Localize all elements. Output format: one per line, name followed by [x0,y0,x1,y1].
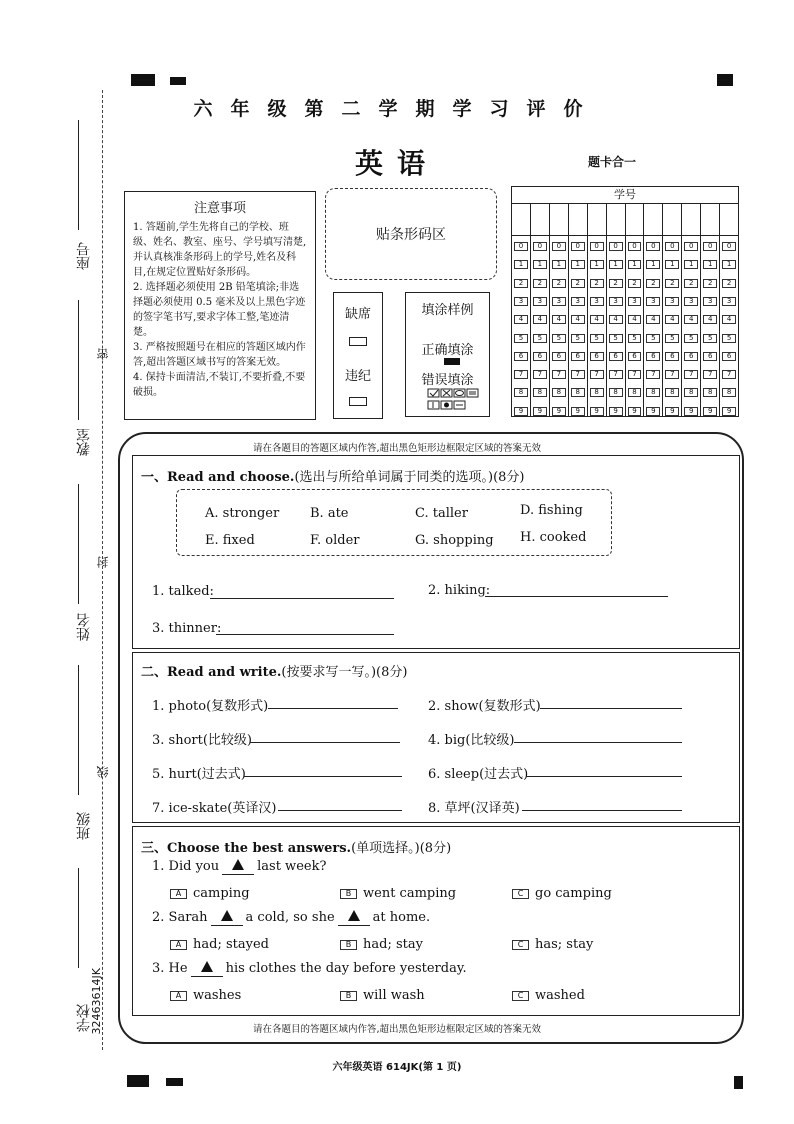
student-id-column [550,204,569,416]
digit-bubble[interactable]: 7 [703,370,717,379]
digit-bubble[interactable]: 5 [722,334,736,343]
notice-item: 1. 答题前,学生先将自己的学校、班级、姓名、教室、座号、学号填写清楚,并认真核准条形码上的学号,姓名及科目,在规定位置贴好条形码。 [133,222,307,278]
student-id-write-cell[interactable] [588,204,606,236]
side-label-seal: 密 [96,348,110,360]
absent-label: 缺席 [344,307,371,322]
digit-bubble[interactable]: 5 [533,334,547,343]
option-c[interactable] [512,886,612,901]
word-options-box [176,489,612,556]
answer-line[interactable] [526,776,682,777]
digit-bubble[interactable]: 3 [552,297,566,306]
student-id-column [720,204,738,416]
student-id-column [701,204,720,416]
option-letter-box: A [170,991,187,1001]
digit-bubble[interactable]: 2 [533,279,547,288]
question-label: 3. short(比较级) [152,733,252,748]
triangle-icon [348,910,360,921]
digit-bubble[interactable]: 4 [552,315,566,324]
question-text-part: 1. Did you [152,859,220,874]
digit-bubble[interactable]: 8 [684,388,698,397]
digit-bubble[interactable]: 4 [646,315,660,324]
digit-bubble[interactable]: 2 [665,279,679,288]
digit-bubble[interactable]: 9 [609,407,623,416]
student-id-write-cell[interactable] [512,204,530,236]
digit-bubble[interactable]: 3 [571,297,585,306]
digit-bubble[interactable]: 1 [665,260,679,269]
digit-bubble[interactable]: 0 [609,242,623,251]
question-label: 7. ice-skate(英译汉) [152,801,277,816]
digit-bubble[interactable]: 9 [646,407,660,416]
digit-bubble[interactable]: 0 [722,242,736,251]
section2-title-cn: (按要求写一写。)(8分) [281,665,408,680]
digit-bubble[interactable]: 9 [722,407,736,416]
student-id-label: 学号 [512,187,738,204]
option-a[interactable] [170,937,269,952]
student-id-column [531,204,550,416]
triangle-icon [232,859,244,870]
side-code: 32463614JK [90,968,103,1035]
digit-bubble[interactable]: 9 [665,407,679,416]
digit-bubble[interactable]: 5 [552,334,566,343]
binding-dashed-line [102,90,103,1050]
sample-title: 填涂样例 [421,303,474,318]
digit-bubble[interactable]: 8 [628,388,642,397]
option-letter-box: B [340,889,357,899]
question-text-part: 2. Sarah [152,910,208,925]
digit-bubble[interactable]: 5 [703,334,717,343]
answer-line[interactable] [210,598,394,599]
word-option: H. cooked [520,530,587,545]
digit-bubble[interactable]: 5 [646,334,660,343]
question-label: 1. photo(复数形式) [152,699,269,714]
digit-bubble[interactable]: 5 [514,334,528,343]
digit-bubble[interactable]: 8 [722,388,736,397]
option-letter-box: B [340,991,357,1001]
digit-bubble[interactable]: 9 [533,407,547,416]
option-a[interactable] [170,886,250,901]
side-field-line[interactable] [78,120,79,230]
answer-warning-bottom: 请在各题目的答题区域内作答,超出黑色矩形边框限定区域的答案无效 [252,1024,542,1035]
digit-bubble[interactable]: 1 [684,260,698,269]
blank [191,961,223,977]
option-text: washes [193,988,242,1003]
side-field-line[interactable] [78,665,79,795]
answer-line[interactable] [485,596,668,597]
section3-title-cn: (单项选择。)(8分) [351,841,452,856]
student-id-column [663,204,682,416]
option-text: had; stayed [193,937,269,952]
digit-bubble[interactable]: 6 [722,352,736,361]
digit-bubble[interactable]: 4 [609,315,623,324]
digit-bubble[interactable]: 6 [684,352,698,361]
digit-bubble[interactable]: 1 [646,260,660,269]
option-text: washed [535,988,585,1003]
digit-bubble[interactable]: 3 [514,297,528,306]
digit-bubble[interactable]: 4 [628,315,642,324]
digit-bubble[interactable]: 9 [571,407,585,416]
student-id-column [644,204,663,416]
digit-bubble[interactable]: 2 [722,279,736,288]
digit-bubble[interactable]: 0 [552,242,566,251]
digit-bubble[interactable]: 7 [646,370,660,379]
question-text-part: at home. [372,910,431,925]
digit-bubble[interactable]: 3 [533,297,547,306]
option-letter-box: C [512,889,529,899]
section1-title-en: 一、Read and choose. [141,470,295,485]
question-label: 2. show(复数形式) [428,699,541,714]
digit-bubble[interactable]: 1 [590,260,604,269]
digit-bubble[interactable]: 9 [514,407,528,416]
digit-bubble[interactable]: 7 [722,370,736,379]
digit-bubble[interactable]: 4 [665,315,679,324]
word-option: A. stronger [205,506,280,521]
notice-box [124,191,316,420]
blank [222,859,254,875]
option-letter-box: A [170,889,187,899]
digit-bubble[interactable]: 2 [514,279,528,288]
digit-bubble[interactable]: 5 [590,334,604,343]
answer-warning-top: 请在各题目的答题区域内作答,超出黑色矩形边框限定区域的答案无效 [252,443,542,454]
digit-bubble[interactable]: 3 [609,297,623,306]
digit-bubble[interactable]: 3 [665,297,679,306]
side-field-line[interactable] [78,484,79,604]
digit-bubble[interactable]: 8 [533,388,547,397]
digit-bubble[interactable]: 0 [665,242,679,251]
digit-bubble[interactable]: 5 [665,334,679,343]
card-tag: 题卡合一 [588,155,637,169]
answer-line[interactable] [216,634,394,635]
question-label: 8. 草坪(汉译英) [428,801,520,816]
section3-title [141,837,451,856]
answer-line[interactable] [522,810,682,811]
digit-bubble[interactable]: 7 [533,370,547,379]
digit-bubble[interactable]: 9 [703,407,717,416]
barcode-area [325,188,497,280]
digit-bubble[interactable]: 3 [646,297,660,306]
word-option: E. fixed [205,533,255,548]
option-text: has; stay [535,937,594,952]
answer-line[interactable] [540,708,682,709]
section2-title-en: 二、Read and write. [141,665,282,680]
side-label-seat: 座号 [76,242,92,270]
option-a[interactable] [170,988,241,1003]
question-text-part: a cold, so she [245,910,335,925]
digit-bubble[interactable]: 8 [514,388,528,397]
violation-checkbox[interactable] [349,397,367,406]
digit-bubble[interactable]: 0 [684,242,698,251]
digit-bubble[interactable]: 1 [722,260,736,269]
absent-checkbox[interactable] [349,337,367,346]
digit-bubble[interactable]: 6 [571,352,585,361]
student-id-column [682,204,701,416]
digit-bubble[interactable]: 7 [665,370,679,379]
student-id-column [607,204,626,416]
side-label-room: 教室 [76,428,92,456]
sample-wrong-label: 错误填涂 [421,373,474,388]
triangle-icon [201,961,213,972]
triangle-icon [221,910,233,921]
notice-item: 2. 选择题必须使用 2B 铅笔填涂;非选择题必须使用 0.5 毫米及以上黑色字迹的签字笔书写,要求字体工整,笔迹清楚。 [133,282,306,338]
side-label-class: 班级 [76,812,92,840]
question-label: 2. hiking: [428,583,491,598]
digit-bubble[interactable]: 7 [628,370,642,379]
corner-mark [170,77,186,85]
blank [211,910,243,926]
answer-line[interactable] [268,708,398,709]
option-letter-box: B [340,940,357,950]
fill-sample-box [405,292,490,417]
word-option: G. shopping [415,533,494,548]
digit-bubble[interactable]: 5 [571,334,585,343]
digit-bubble[interactable]: 3 [590,297,604,306]
student-id-write-cell[interactable] [682,204,700,236]
student-id-write-cell[interactable] [644,204,662,236]
digit-bubble[interactable]: 5 [684,334,698,343]
violation-label: 违纪 [344,369,371,384]
digit-bubble[interactable]: 0 [646,242,660,251]
student-id-write-cell[interactable] [701,204,719,236]
barcode-label: 贴条形码区 [376,227,446,243]
digit-bubble[interactable]: 8 [552,388,566,397]
word-option: F. older [310,533,360,548]
digit-bubble[interactable]: 9 [628,407,642,416]
option-letter-box: C [512,940,529,950]
digit-bubble[interactable]: 7 [571,370,585,379]
option-c[interactable] [512,988,585,1003]
digit-bubble[interactable]: 7 [590,370,604,379]
correct-fill-mark [444,358,460,365]
side-field-line[interactable] [78,868,79,968]
question-text-part: last week? [257,859,327,874]
question-label: 6. sleep(过去式) [428,767,529,782]
option-text: will wash [363,988,425,1003]
side-label-school: 学校 [76,1004,92,1032]
side-label-seal2: 封 [96,556,110,568]
wrong-fill-marks-icon [427,388,483,412]
digit-bubble[interactable]: 6 [609,352,623,361]
digit-bubble[interactable]: 0 [514,242,528,251]
word-option: B. ate [310,506,349,521]
option-c[interactable] [512,937,593,952]
option-b[interactable] [340,937,423,952]
digit-bubble[interactable]: 1 [552,260,566,269]
digit-bubble[interactable]: 2 [571,279,585,288]
option-letter-box: A [170,940,187,950]
option-text: go camping [535,886,612,901]
digit-bubble[interactable]: 2 [628,279,642,288]
digit-bubble[interactable]: 4 [571,315,585,324]
digit-bubble[interactable]: 4 [703,315,717,324]
digit-bubble[interactable]: 7 [609,370,623,379]
corner-mark [127,1075,149,1087]
digit-bubble[interactable]: 6 [646,352,660,361]
question-text-part: 3. He [152,961,188,976]
question-label: 3. thinner: [152,621,222,636]
digit-bubble[interactable]: 7 [552,370,566,379]
student-id-column [626,204,645,416]
digit-bubble[interactable]: 0 [590,242,604,251]
student-id-column [588,204,607,416]
section2-title [141,661,407,680]
digit-bubble[interactable]: 4 [533,315,547,324]
digit-bubble[interactable]: 2 [684,279,698,288]
question-text [152,859,326,875]
digit-bubble[interactable]: 8 [646,388,660,397]
side-label-name: 姓名 [76,613,92,641]
digit-bubble[interactable]: 3 [684,297,698,306]
digit-bubble[interactable]: 3 [703,297,717,306]
digit-bubble[interactable]: 7 [684,370,698,379]
digit-bubble[interactable]: 8 [571,388,585,397]
digit-bubble[interactable]: 8 [590,388,604,397]
digit-bubble[interactable]: 5 [609,334,623,343]
page-title: 六年级第二学期学习评价 [193,98,601,120]
digit-bubble[interactable]: 1 [514,260,528,269]
digit-bubble[interactable]: 8 [703,388,717,397]
question-label: 4. big(比较级) [428,733,515,748]
page-footer: 六年级英语 614JK(第 1 页) [332,1062,462,1073]
digit-bubble[interactable]: 4 [590,315,604,324]
question-text [152,961,467,977]
digit-bubble[interactable]: 1 [533,260,547,269]
section3-title-en: 三、Choose the best answers. [141,841,352,856]
digit-bubble[interactable]: 2 [609,279,623,288]
digit-bubble[interactable]: 6 [665,352,679,361]
blank [338,910,370,926]
digit-bubble[interactable]: 1 [628,260,642,269]
section1-title [141,466,525,485]
digit-bubble[interactable]: 9 [552,407,566,416]
question-label: 5. hurt(过去式) [152,767,246,782]
student-id-grid [511,186,739,417]
notice-item: 4. 保持卡面清洁,不装订,不要折叠,不要破损。 [133,372,306,398]
word-option: C. taller [415,506,468,521]
option-letter-box: C [512,991,529,1001]
option-text: had; stay [363,937,423,952]
option-text: went camping [363,886,457,901]
digit-bubble[interactable]: 2 [703,279,717,288]
digit-bubble[interactable]: 6 [590,352,604,361]
digit-bubble[interactable]: 0 [571,242,585,251]
digit-bubble[interactable]: 4 [722,315,736,324]
digit-bubble[interactable]: 3 [722,297,736,306]
digit-bubble[interactable]: 7 [514,370,528,379]
option-b[interactable] [340,886,456,901]
digit-bubble[interactable]: 3 [628,297,642,306]
question-text [152,910,430,926]
notice-item: 3. 严格按照题号在相应的答题区域内作答,超出答题区域书写的答案无效。 [133,342,306,368]
section1-title-cn: (选出与所给单词属于同类的选项。)(8分) [294,470,525,485]
digit-bubble[interactable]: 8 [665,388,679,397]
student-id-columns [512,204,738,416]
answer-line[interactable] [250,742,400,743]
question-text-part: his clothes the day before yesterday. [225,961,467,976]
student-id-write-cell[interactable] [626,204,644,236]
digit-bubble[interactable]: 6 [552,352,566,361]
digit-bubble[interactable]: 8 [609,388,623,397]
digit-bubble[interactable]: 2 [590,279,604,288]
student-id-write-cell[interactable] [550,204,568,236]
digit-bubble[interactable]: 9 [684,407,698,416]
absent-box [333,292,383,419]
option-b[interactable] [340,988,425,1003]
side-label-line: 线 [96,766,110,778]
corner-mark [166,1078,183,1086]
digit-bubble[interactable]: 6 [514,352,528,361]
digit-bubble[interactable]: 5 [628,334,642,343]
digit-bubble[interactable]: 4 [514,315,528,324]
word-option: D. fishing [520,503,583,518]
student-id-write-cell[interactable] [663,204,681,236]
side-field-line[interactable] [78,300,79,420]
digit-bubble[interactable]: 6 [703,352,717,361]
option-text: camping [193,886,250,901]
student-id-write-cell[interactable] [607,204,625,236]
student-id-column [569,204,588,416]
digit-bubble[interactable]: 0 [628,242,642,251]
digit-bubble[interactable]: 0 [533,242,547,251]
question-label: 1. talked: [152,584,214,599]
digit-bubble[interactable]: 6 [628,352,642,361]
digit-bubble[interactable]: 6 [533,352,547,361]
notice-title: 注意事项 [193,201,246,216]
student-id-write-cell[interactable] [569,204,587,236]
corner-mark [717,74,733,86]
digit-bubble[interactable]: 9 [590,407,604,416]
digit-bubble[interactable]: 2 [646,279,660,288]
student-id-write-cell[interactable] [531,204,549,236]
digit-bubble[interactable]: 1 [609,260,623,269]
sample-correct-label: 正确填涂 [421,343,474,358]
digit-bubble[interactable]: 1 [703,260,717,269]
digit-bubble[interactable]: 1 [571,260,585,269]
answer-line[interactable] [278,810,402,811]
answer-line[interactable] [514,742,682,743]
corner-mark [131,74,155,86]
digit-bubble[interactable]: 2 [552,279,566,288]
answer-line[interactable] [244,776,402,777]
student-id-column [512,204,531,416]
subject-title: 英语 [354,147,439,180]
student-id-write-cell[interactable] [720,204,738,236]
corner-mark [734,1076,743,1089]
digit-bubble[interactable]: 4 [684,315,698,324]
digit-bubble[interactable]: 0 [703,242,717,251]
